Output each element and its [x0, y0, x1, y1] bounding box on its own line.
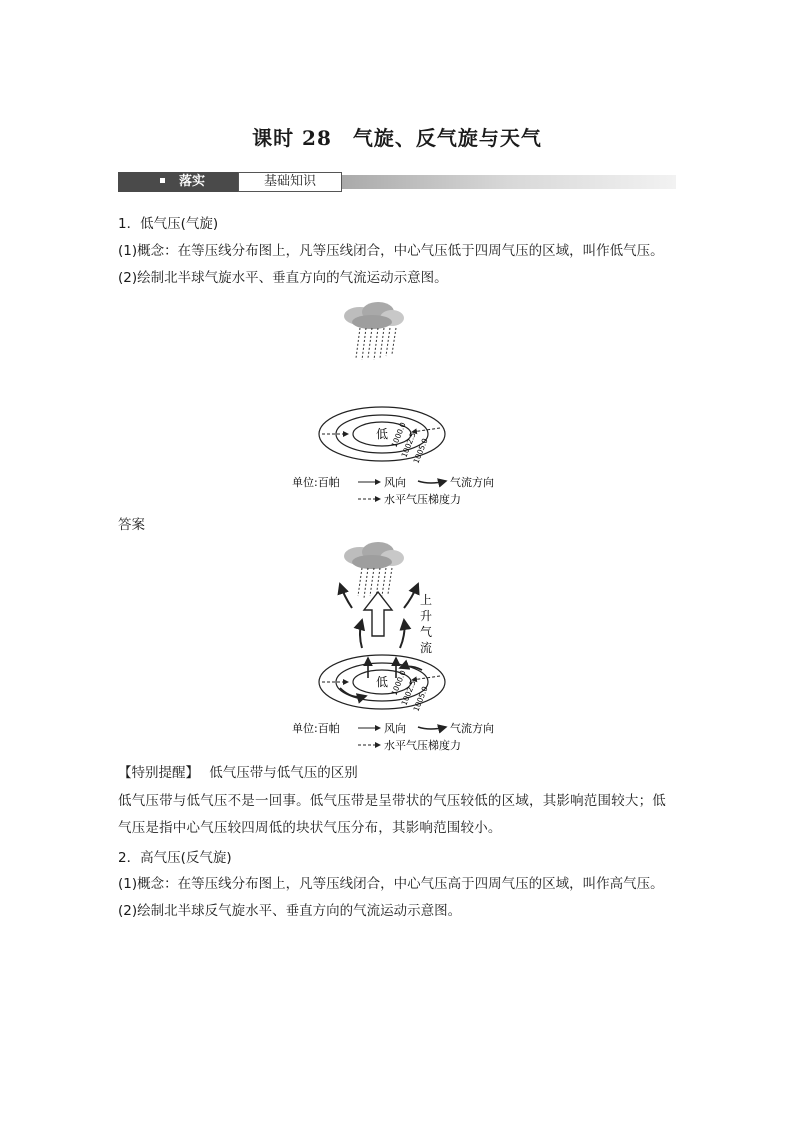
tip-tag: 【特别提醒】 — [118, 765, 199, 781]
rain-icon — [356, 328, 396, 360]
rising-air-arrow — [364, 592, 392, 636]
airflow-legend-arrow — [418, 727, 446, 729]
page-title: 课时 28 气旋、反气旋与天气 — [252, 126, 542, 150]
center-low-label: 低 — [376, 675, 389, 689]
section-tag-text: 落实 — [179, 174, 206, 189]
answer-label: 答案 — [118, 517, 145, 533]
item1-concept: (1)概念：在等压线分布图上，凡等压线闭合，中心气压低于四周气压的区域，叫作低气压。 — [118, 243, 664, 259]
rain-icon — [358, 568, 392, 598]
airflow-legend-arrow — [418, 481, 446, 483]
section-tag — [118, 172, 238, 192]
unit-label: 单位:百帕 — [292, 722, 340, 735]
unit-label: 单位:百帕 — [292, 476, 340, 489]
airflow-legend-label: 气流方向 — [450, 722, 494, 735]
wind-legend-label: 风向 — [384, 476, 406, 489]
isobar-label-1002: 1002.5 — [399, 679, 418, 707]
item2-task: (2)绘制北半球反气旋水平、垂直方向的气流运动示意图。 — [118, 903, 462, 919]
gradient-legend-label: 水平气压梯度力 — [384, 493, 461, 506]
isobar-label-1000: 1000.0 — [389, 669, 408, 697]
tip-body: 低气压带与低气压不是一回事。低气压带是呈带状的气压较低的区域，其影响范围较大；低气压是指中心气压较四周低的块状气压分布，其影响范围较小。 — [118, 793, 666, 836]
rising-label-1: 上 — [420, 593, 433, 607]
cloud-icon — [344, 542, 404, 569]
item1-task: (2)绘制北半球气旋水平、垂直方向的气流运动示意图。 — [118, 270, 448, 286]
cyclone-figure-question — [292, 298, 530, 510]
section-label: 基础知识 — [238, 172, 342, 192]
tip-heading — [118, 763, 358, 783]
cyclone-figure-answer — [292, 540, 530, 756]
airflow-legend-label: 气流方向 — [450, 476, 494, 489]
gradient-legend-label: 水平气压梯度力 — [384, 739, 461, 752]
isobar-label-1002: 1002.5 — [399, 431, 418, 459]
isobar-label-1005: 1005.0 — [411, 685, 430, 713]
wind-legend-label: 风向 — [384, 722, 406, 735]
square-icon — [160, 178, 165, 183]
item2-heading: 2．高气压(反气旋) — [118, 850, 232, 866]
item1-heading: 1．低气压(气旋) — [118, 216, 219, 232]
rising-label-2: 升 — [420, 609, 433, 623]
cloud-icon — [344, 302, 404, 329]
isobar-label-1000: 1000.0 — [389, 421, 408, 449]
isobar-label-1005: 1005.0 — [411, 437, 430, 465]
rising-label-3: 气 — [420, 625, 433, 639]
section-bar — [118, 172, 676, 192]
rising-label-4: 流 — [420, 641, 433, 655]
tip-title: 低气压带与低气压的区别 — [209, 765, 358, 781]
center-low-label: 低 — [376, 427, 389, 441]
item2-concept: (1)概念：在等压线分布图上，凡等压线闭合，中心气压高于四周气压的区域，叫作高气压。 — [118, 876, 664, 892]
